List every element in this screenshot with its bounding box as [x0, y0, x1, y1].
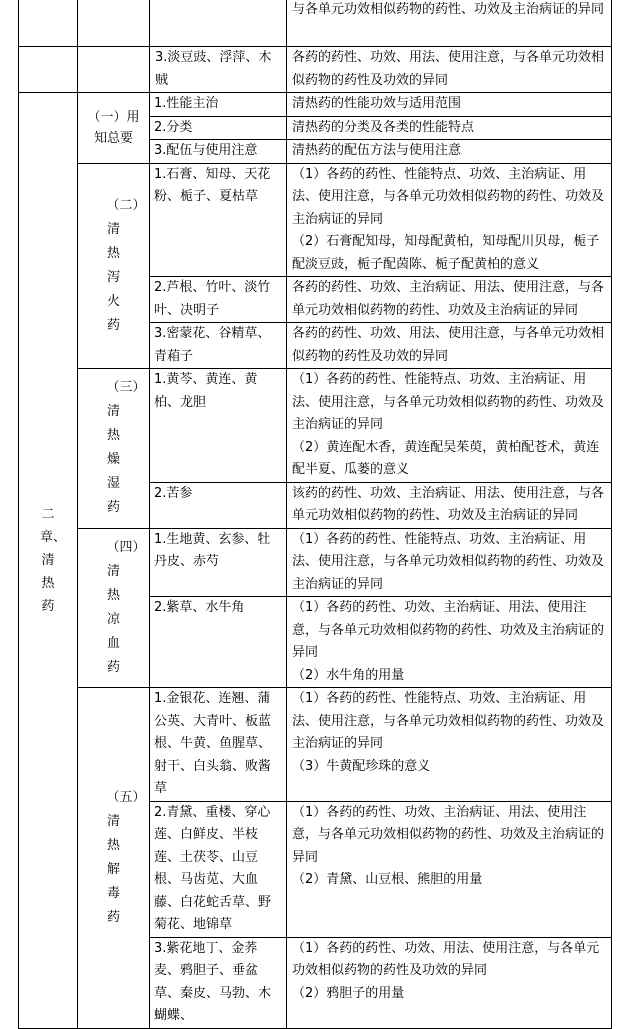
- table-row: [19, 163, 612, 277]
- section-title: （四）清热凉血药: [78, 528, 150, 688]
- content-cell: 各药的药性、功效、用法、使用注意，与各单元功效相似药物的药性及功效的异同: [287, 47, 612, 93]
- empty-cell: [19, 47, 78, 93]
- drug-cell: 2.芦根、竹叶、淡竹叶、决明子: [150, 277, 287, 323]
- drug-cell: 1.金银花、连翘、蒲公英、大青叶、板蓝根、牛黄、鱼腥草、射干、白头翁、败酱草: [150, 688, 287, 802]
- table-row: [19, 528, 612, 597]
- content-cell: （1）各药的药性、功效、主治病证、用法、使用注意，与各单元功效相似药物的药性、功效及主治病证的异同 （2）青黛、山豆根、熊胆的用量: [287, 801, 612, 937]
- content-cell: 各药的药性、功效、用法、使用注意，与各单元功效相似药物的药性及功效的异同: [287, 323, 612, 369]
- drug-cell: 2.分类: [150, 116, 287, 140]
- table-row: [19, 688, 612, 802]
- content-cell: 清热药的配伍方法与使用注意: [287, 140, 612, 164]
- drug-cell: 3.紫花地丁、金荞麦、鸦胆子、垂盆草、秦皮、马勃、木蝴蝶、: [150, 937, 287, 1028]
- drug-cell: 1.石膏、知母、天花粉、栀子、夏枯草: [150, 163, 287, 277]
- table-row: [19, 47, 612, 93]
- drug-cell: 3.淡豆豉、浮萍、木贼: [150, 47, 287, 93]
- empty-cell: [78, 0, 150, 47]
- section-title: （五）清热解毒药: [78, 688, 150, 1029]
- drug-cell: 2.苦参: [150, 482, 287, 528]
- empty-cell: [19, 0, 78, 47]
- content-cell: （1）各药的药性、性能特点、功效、主治病证、用法、使用注意，与各单元功效相似药物的药性、功效及主治病证的异同: [287, 528, 612, 597]
- drug-cell: 3.配伍与使用注意: [150, 140, 287, 164]
- drug-cell: 1.性能主治: [150, 93, 287, 117]
- drug-cell: [150, 0, 287, 47]
- content-cell: 与各单元功效相似药物的药性、功效及主治病证的异同: [287, 0, 612, 47]
- content-cell: （1）各药的药性、功效、主治病证、用法、使用注意，与各单元功效相似药物的药性、功效及主治病证的异同 （2）水牛角的用量: [287, 597, 612, 688]
- content-cell: （1）各药的药性、性能特点、功效、主治病证、用法、使用注意，与各单元功效相似药物的药性、功效及主治病证的异同 （2）石膏配知母，知母配黄柏，知母配川贝母，栀子配淡豆豉，栀子配茵陈、栀子配黄柏的意义: [287, 163, 612, 277]
- section-title: （三）清热燥湿药: [78, 369, 150, 529]
- table-row: [19, 0, 612, 47]
- section-title: （二）清热泻火药: [78, 163, 150, 369]
- drug-cell: 3.密蒙花、谷精草、青葙子: [150, 323, 287, 369]
- table-row: [19, 369, 612, 483]
- drug-cell: 2.紫草、水牛角: [150, 597, 287, 688]
- syllabus-table: [18, 0, 612, 1029]
- drug-cell: 1.黄芩、黄连、黄柏、龙胆: [150, 369, 287, 483]
- section-title: （一）用知总要: [78, 93, 150, 164]
- content-cell: （1）各药的药性、性能特点、功效、主治病证、用法、使用注意，与各单元功效相似药物的药性、功效及主治病证的异同 （3）牛黄配珍珠的意义: [287, 688, 612, 802]
- content-cell: （1）各药的药性、性能特点、功效、主治病证、用法、使用注意，与各单元功效相似药物的药性、功效及主治病证的异同 （2）黄连配木香，黄连配吴茱萸，黄柏配苍术，黄连配半夏、瓜蒌的意义: [287, 369, 612, 483]
- content-cell: 各药的药性、功效、主治病证、用法、使用注意，与各单元功效相似药物的药性、功效及主治病证的异同: [287, 277, 612, 323]
- content-cell: 清热药的性能功效与适用范围: [287, 93, 612, 117]
- content-cell: （1）各药的药性、功效、用法、使用注意，与各单元功效相似药物的药性及功效的异同 （2）鸦胆子的用量: [287, 937, 612, 1028]
- content-cell: 该药的药性、功效、主治病证、用法、使用注意，与各单元功效相似药物的药性、功效及主治病证的异同: [287, 482, 612, 528]
- empty-cell: [78, 47, 150, 93]
- drug-cell: 2.青黛、重楼、穿心莲、白鲜皮、半枝莲、土茯苓、山豆根、马齿苋、大血藤、白花蛇舌草、野菊花、地锦草: [150, 801, 287, 937]
- content-cell: 清热药的分类及各类的性能特点: [287, 116, 612, 140]
- drug-cell: 1.生地黄、玄参、牡丹皮、赤芍: [150, 528, 287, 597]
- chapter-cell: 二章、清热药: [19, 93, 78, 1029]
- table-row: [19, 93, 612, 117]
